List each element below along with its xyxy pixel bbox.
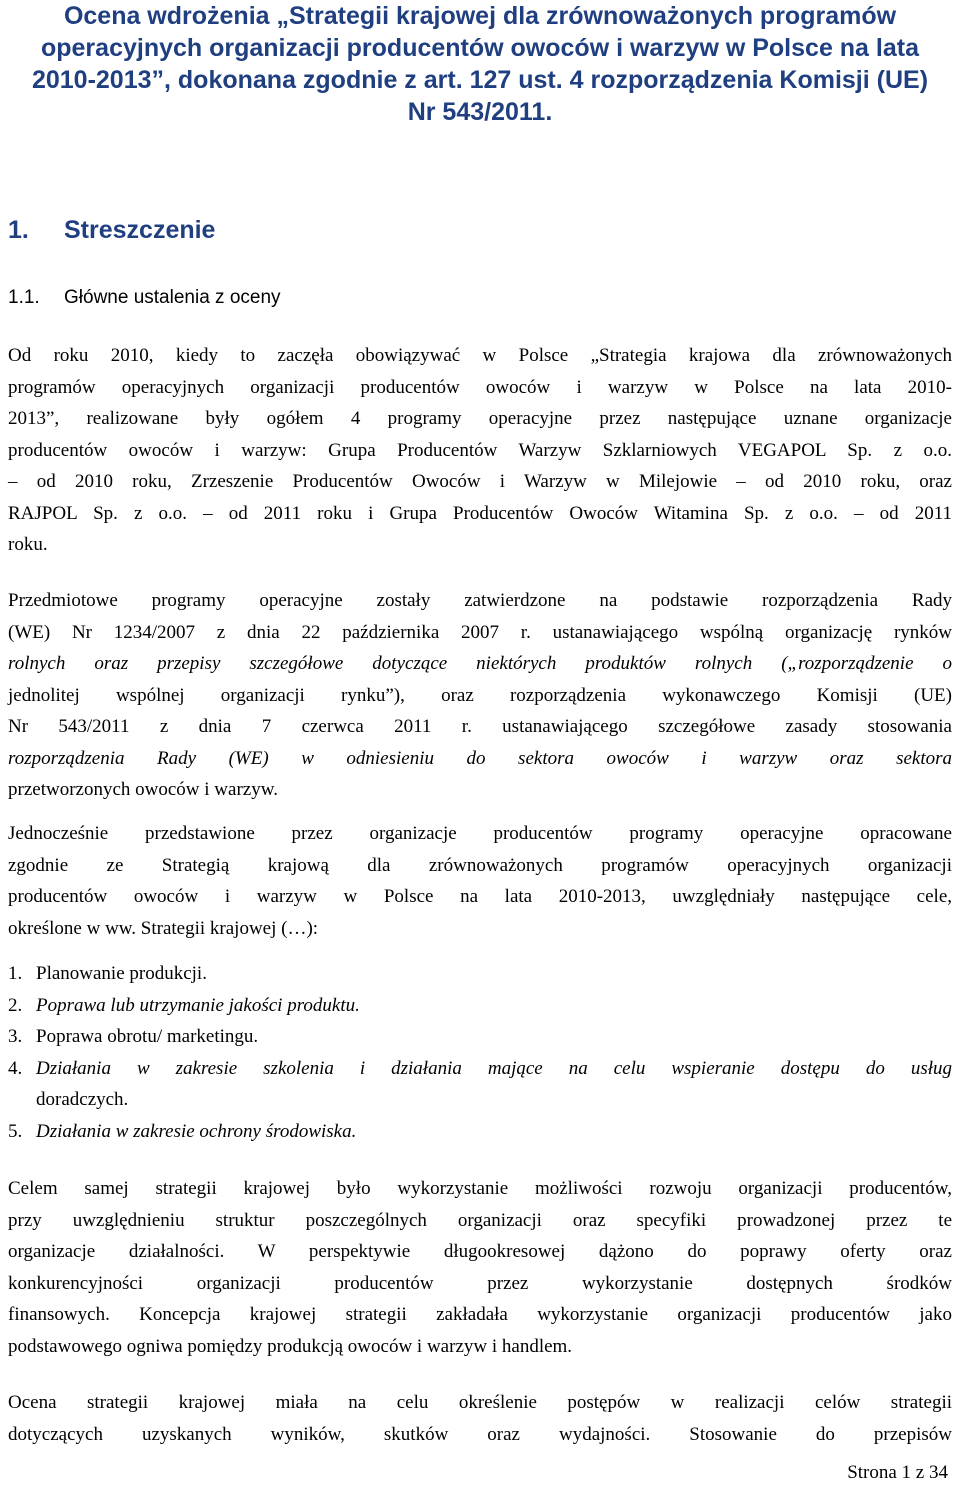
list-item	[8, 1021, 952, 1053]
paragraph-line: zgodnie ze Strategią krajową dla zrównoważonych programów operacyjnych organizacji	[8, 854, 952, 876]
paragraph-line: Celem samej strategii krajowej było wykorzystanie możliwości rozwoju organizacji producentów,	[8, 1178, 952, 1199]
paragraph-5	[8, 1387, 952, 1450]
list-item-number: 4.	[8, 1057, 23, 1079]
paragraph-line: (WE) Nr 1234/2007 z dnia 22 października 2007 r. ustanawiającego wspólną organizację rynków	[8, 621, 952, 643]
document-page	[8, 0, 952, 1486]
paragraph-line: producentów owoców i warzyw w Polsce na lata 2010-2013, uwzględniały następujące cele,	[8, 886, 952, 907]
list-item	[8, 990, 952, 1022]
section-number: 1.	[8, 216, 29, 244]
paragraph-line: Od roku 2010, kiedy to zaczęła obowiązywać w Polsce „Strategia krajowa dla zrównoważonych	[8, 345, 952, 366]
subsection-title: Główne ustalenia z oceny	[64, 287, 281, 308]
title-line: 2010-2013”, dokonana zgodnie z art. 127 ust. 4 rozporządzenia Komisji (UE)	[31, 66, 929, 94]
list-item-text: Poprawa obrotu/ marketingu.	[36, 1026, 259, 1047]
list-item-text: Planowanie produkcji.	[36, 963, 207, 984]
paragraph-line: określone w ww. Strategii krajowej (…):	[8, 917, 319, 939]
paragraph-line: organizacje działalności. W perspektywie długookresowej dążono do poprawy oferty oraz	[8, 1241, 952, 1262]
list-item-number: 3.	[8, 1026, 23, 1047]
paragraph-line: przetworzonych owoców i warzyw.	[8, 779, 278, 800]
list-item-number: 5.	[8, 1120, 23, 1142]
section-heading-1	[8, 214, 215, 246]
title-line: Nr 543/2011.	[407, 98, 553, 126]
objectives-list	[8, 958, 952, 1147]
paragraph-line: producentów owoców i warzyw: Grupa Producentów Warzyw Szklarniowych VEGAPOL Sp. z o.o.	[8, 439, 952, 461]
list-item-text: Działania w zakresie szkolenia i działania mające na celu wspieranie dostępu do usług	[36, 1057, 952, 1079]
paragraph-line: – od 2010 roku, Zrzeszenie Producentów Owoców i Warzyw w Milejowie – od 2010 roku, oraz	[8, 471, 952, 492]
list-item	[8, 958, 952, 990]
paragraph-3	[8, 818, 952, 944]
list-item-text: Działania w zakresie ochrony środowiska.	[36, 1120, 357, 1142]
paragraph-line: roku.	[8, 534, 48, 555]
section-title: Streszczenie	[64, 216, 216, 244]
paragraph-line: finansowych. Koncepcja krajowej strategii zakładała wykorzystanie organizacji producentów jako	[8, 1304, 952, 1325]
paragraph-line: rozporządzenia Rady (WE) w odniesieniu do sektora owoców i warzyw oraz sektora	[8, 747, 952, 769]
list-item-number: 1.	[8, 963, 23, 984]
paragraph-4	[8, 1173, 952, 1362]
paragraph-line: rolnych oraz przepisy szczegółowe dotyczące niektórych produktów rolnych („rozporządzenie o	[8, 653, 952, 674]
paragraph-line: dotyczących uzyskanych wyników, skutków oraz wydajności. Stosowanie do przepisów	[8, 1423, 952, 1445]
list-item-number: 2.	[8, 994, 23, 1016]
paragraph-line: RAJPOL Sp. z o.o. – od 2011 roku i Grupa Producentów Owoców Witamina Sp. z o.o. – od 2011	[8, 502, 952, 524]
paragraph-1	[8, 340, 952, 561]
paragraph-line: 2013”, realizowane były ogółem 4 programy operacyjne przez następujące uznane organizacje	[8, 408, 952, 429]
list-item	[8, 1116, 952, 1148]
title-line: operacyjnych organizacji producentów owoców i warzyw w Polsce na lata	[40, 34, 919, 62]
paragraph-line: konkurencyjności organizacji producentów przez wykorzystanie dostępnych środków	[8, 1272, 952, 1294]
paragraph-line: Nr 543/2011 z dnia 7 czerwca 2011 r. ustanawiającego szczegółowe zasady stosowania	[8, 716, 952, 737]
document-title	[8, 0, 952, 128]
paragraph-line: Ocena strategii krajowej miała na celu określenie postępów w realizacji celów strategii	[8, 1392, 952, 1413]
paragraph-line: programów operacyjnych organizacji producentów owoców i warzyw w Polsce na lata 2010-	[8, 376, 952, 398]
page-number-footer: Strona 1 z 34	[847, 1462, 948, 1483]
subsection-heading-1-1	[8, 284, 281, 312]
paragraph-line: przy uwzględnieniu struktur poszczególnych organizacji oraz specyfiki prowadzonej przez te	[8, 1209, 952, 1231]
paragraph-line: podstawowego ogniwa pomiędzy produkcją owoców i warzyw i handlem.	[8, 1335, 573, 1357]
paragraph-line: Jednocześnie przedstawione przez organizacje producentów programy operacyjne opracowane	[8, 823, 952, 844]
list-item-text: doradczych.	[36, 1089, 129, 1110]
paragraph-line: jednolitej wspólnej organizacji rynku”), oraz rozporządzenia wykonawczego Komisji (UE)	[8, 684, 952, 706]
paragraph-line: Przedmiotowe programy operacyjne zostały zatwierdzone na podstawie rozporządzenia Rady	[8, 590, 952, 611]
paragraph-2	[8, 585, 952, 806]
list-item	[8, 1053, 952, 1116]
subsection-number: 1.1.	[8, 287, 40, 308]
list-item-text: Poprawa lub utrzymanie jakości produktu.	[36, 994, 360, 1016]
title-line: Ocena wdrożenia „Strategii krajowej dla zrównoważonych programów	[63, 2, 897, 30]
